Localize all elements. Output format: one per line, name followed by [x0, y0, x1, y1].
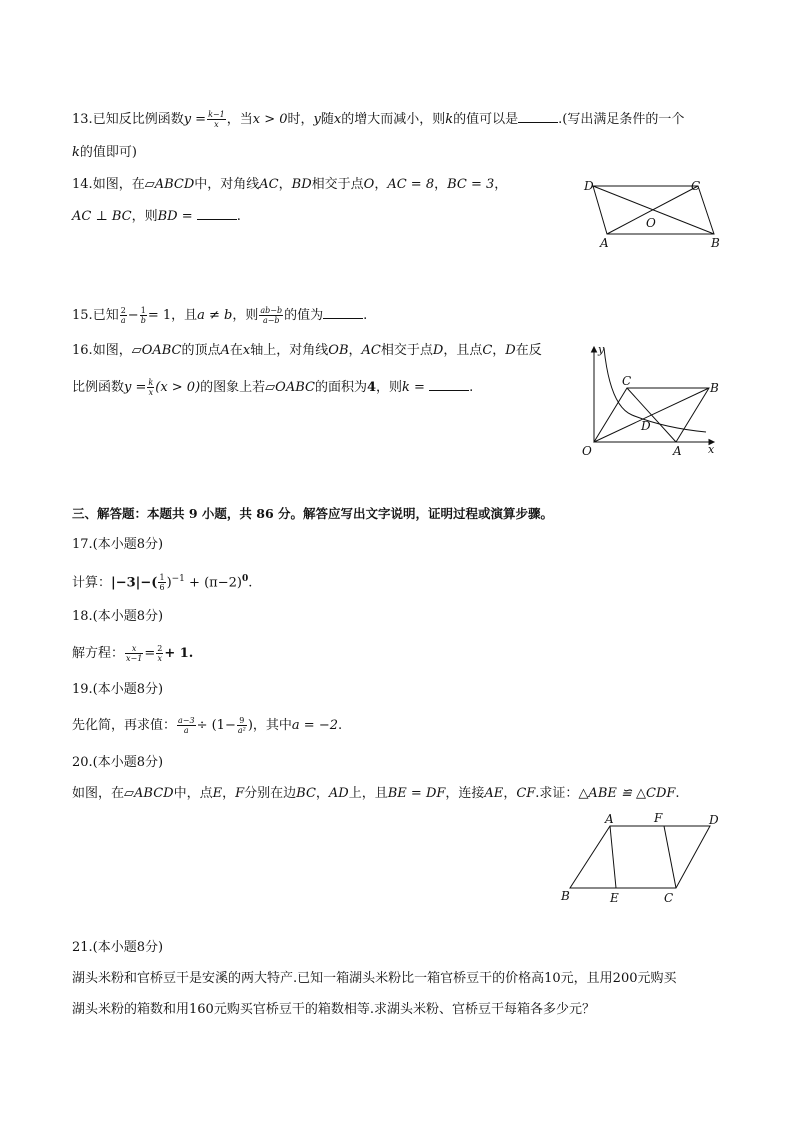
q18-fraction-1: $\frac{x}{x-1}$: [126, 644, 143, 663]
q21-heading: 21.(本小题8分): [72, 940, 164, 955]
q20-label-e: E: [610, 891, 619, 905]
q16-label-a: A: [673, 444, 682, 458]
q14-answer-blank: [197, 207, 237, 220]
q20-label-b: B: [561, 889, 570, 903]
q18-fraction-2: $\frac{2}{x}$: [157, 644, 163, 663]
q16-line2: 比例函数y = $\frac{k}{x}$ (x > 0)的图象上若▱OABC的面积为4，则k = .: [72, 378, 474, 397]
q13-fraction: $\frac{k-1}{x}$: [208, 110, 225, 129]
q20-label-f: F: [654, 811, 663, 825]
q16-y-axis-arrow: [592, 347, 597, 352]
q20-label-d: D: [709, 813, 719, 827]
q15-fraction-3: $\frac{ab-b}{a-b}$: [260, 306, 283, 325]
q20-statement: 如图，在▱ABCD中，点E，F分别在边BC，AD上，且BE = DF，连接AE，CF.求证：△ABE ≌ △CDF.: [72, 786, 680, 801]
q15-fraction-1: $\frac{2}{a}$: [120, 306, 126, 325]
q14-label-c: C: [691, 179, 701, 193]
q17-heading: 17.(本小题8分): [72, 537, 164, 552]
q20-segment-cf: [664, 826, 676, 888]
q16-coordinate-figure: [576, 340, 724, 462]
q21-line1: 湖头米粉和官桥豆干是安溪的两大特产.已知一箱湖头米粉比一箱官桥豆干的价格高10元，且用200元购买: [72, 971, 677, 986]
q16-label-b: B: [710, 381, 719, 395]
q16-label-d: D: [641, 419, 651, 433]
q15-answer-blank: [323, 306, 363, 319]
q16-answer-blank: [429, 378, 469, 391]
q14-label-d: D: [584, 179, 594, 193]
q17-expression: 计算：|−3|−( $\frac{1}{6}$ )$^{-1} + (\pi-2)^0$.: [72, 573, 253, 593]
q14-label-a: A: [600, 236, 609, 250]
q19-fraction-2: $\frac{9}{\text{a²}}$: [237, 716, 246, 735]
q13-line2: k的值即可): [72, 145, 137, 160]
q15-line: 15.已知 $\frac{2}{a}$ − $\frac{1}{b}$ = 1，且a ≠ b，则 $\frac{ab-b}{a-b}$ 的值为 .: [72, 306, 368, 325]
q18-heading: 18.(本小题8分): [72, 609, 164, 624]
q20-label-a: A: [605, 812, 614, 826]
q16-line1: 16.如图，▱OABC的顶点A在x轴上，对角线OB，AC相交于点D，且点C，D在反: [72, 343, 542, 358]
q20-parallelogram-figure: [556, 808, 728, 908]
q20-parallelogram: [570, 826, 710, 888]
q19-fraction-1: $\frac{a-3}{a}$: [178, 716, 195, 735]
q13-line1: 13.已知反比例函数y = $\frac{k-1}{x}$ ，当x > 0时，y随x的增大而减小，则k的值可以是 .(写出满足条件的一个: [72, 110, 685, 129]
section3-title: 三、解答题：本题共 9 小题，共 86 分。解答应写出文字说明，证明过程或演算步骤。: [72, 506, 554, 521]
q16-label-y: y: [598, 343, 605, 356]
q16-label-c: C: [622, 374, 632, 388]
q16-label-x: x: [708, 443, 715, 456]
q18-equation: 解方程： $\frac{x}{x-1}$ = $\frac{2}{x}$ + 1.: [72, 644, 194, 663]
q21-line2: 湖头米粉的箱数和用160元购买官桥豆干的箱数相等.求湖头米粉、官桥豆干每箱各多少元？: [72, 1002, 595, 1017]
q19-heading: 19.(本小题8分): [72, 682, 164, 697]
q16-diagonal-ac: [627, 388, 676, 442]
q17-fraction: $\frac{1}{6}$: [159, 573, 165, 593]
q14-line2: AC ⊥ BC，则BD = .: [72, 209, 241, 224]
q14-parallelogram-figure: [578, 176, 728, 254]
q14-line1: 14.如图，在▱ABCD中，对角线AC，BD相交于点O，AC = 8，BC = 3，: [72, 177, 508, 192]
q20-heading: 20.(本小题8分): [72, 755, 164, 770]
q16-fraction: $\frac{k}{x}$: [148, 378, 154, 397]
q14-label-o: O: [646, 216, 656, 230]
q16-label-o: O: [582, 444, 592, 458]
q13-answer-blank: [518, 110, 558, 123]
q15-fraction-2: $\frac{1}{b}$: [140, 306, 146, 325]
q20-segment-ae: [610, 826, 616, 888]
q14-label-b: B: [711, 236, 720, 250]
q20-label-c: C: [664, 891, 674, 905]
q19-expression: 先化简，再求值： $\frac{a-3}{a}$ ÷ (1− $\frac{9}{\text{a²}}$ )，其中a = −2.: [72, 716, 343, 735]
